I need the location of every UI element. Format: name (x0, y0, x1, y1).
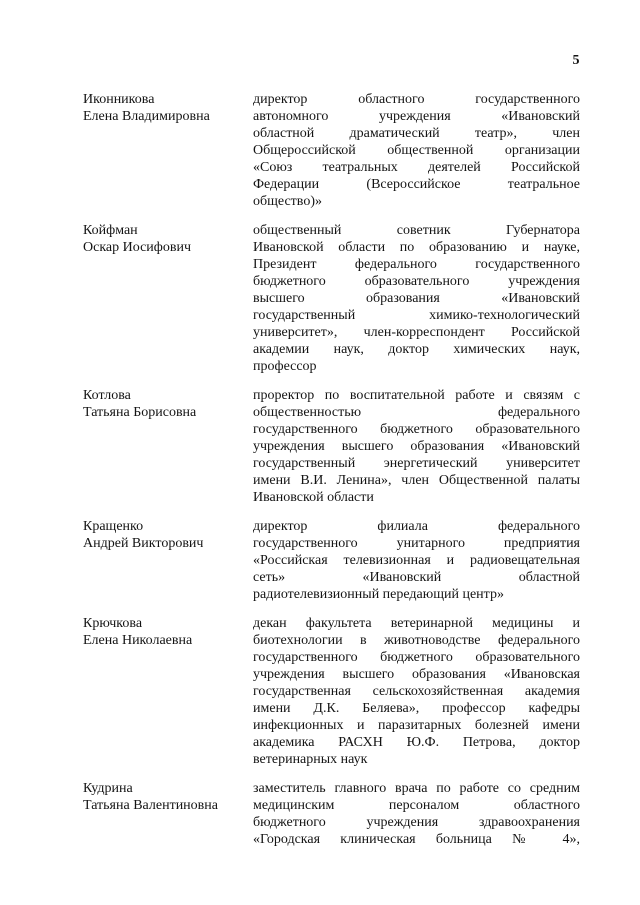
entry-row (83, 387, 580, 506)
description-line: областной драматический театр», член (253, 126, 580, 141)
description-line: заместитель главного врача по работе со средним (253, 781, 580, 796)
description-line: Ивановской области (253, 490, 374, 505)
description-line: инфекционных и паразитарных болезней имени (253, 718, 580, 733)
description-line: «Союз театральных деятелей Российской (253, 160, 580, 175)
entry-description (253, 91, 580, 210)
entry-row (83, 222, 580, 375)
name-line: Кращенко (83, 519, 144, 534)
entry-name (83, 615, 253, 768)
entry-row (83, 518, 580, 603)
description-line: академии наук, доктор химических наук, (253, 342, 580, 357)
description-line: бюджетного учреждения здравоохранения (253, 815, 580, 830)
description-line: университет», член-корреспондент Российской (253, 325, 580, 340)
description-line: проректор по воспитательной работе и связям с (253, 388, 580, 403)
entry-row (83, 615, 580, 768)
name-line: Котлова (83, 388, 131, 403)
description-line: Общероссийской общественной организации (253, 143, 580, 158)
entry-description (253, 518, 580, 603)
description-line: Федерации (Всероссийское театральное (253, 177, 580, 192)
description-line: директор филиала федерального (253, 519, 580, 534)
name-line: Иконникова (83, 92, 155, 107)
description-line: общественностью федерального (253, 405, 580, 420)
entry-row (83, 91, 580, 210)
description-line: ветеринарных наук (253, 752, 368, 767)
description-line: высшего образования «Ивановский (253, 291, 580, 306)
description-line: «Городская клиническая больница № 4», (253, 832, 580, 847)
name-line: Елена Владимировна (83, 109, 210, 124)
entry-name (83, 387, 253, 506)
entry-description (253, 780, 580, 848)
description-line: общество)» (253, 194, 322, 209)
description-line: государственный энергетический университет (253, 456, 580, 471)
description-line: академика РАСХН Ю.Ф. Петрова, доктор (253, 735, 580, 750)
name-line: Елена Николаевна (83, 633, 193, 648)
entry-description (253, 222, 580, 375)
entry-name (83, 222, 253, 375)
description-line: бюджетного образовательного учреждения (253, 274, 580, 289)
name-line: Татьяна Валентиновна (83, 798, 218, 813)
description-line: медицинским персоналом областного (253, 798, 580, 813)
description-line: Ивановской области по образованию и науке, (253, 240, 580, 255)
description-line: учреждения высшего образования «Ивановский (253, 439, 580, 454)
description-line: декан факультета ветеринарной медицины и (253, 616, 580, 631)
description-line: государственный химико-технологический (253, 308, 580, 323)
name-line: Оскар Иосифович (83, 240, 192, 255)
description-line: директор областного государственного (253, 92, 580, 107)
description-line: автономного учреждения «Ивановский (253, 109, 580, 124)
description-line: радиотелевизионный передающий центр» (253, 587, 504, 602)
entry-name (83, 518, 253, 603)
description-line: Президент федерального государственного (253, 257, 580, 272)
entry-description (253, 615, 580, 768)
entry-row (83, 780, 580, 848)
description-line: общественный советник Губернатора (253, 223, 580, 238)
name-line: Андрей Викторович (83, 536, 204, 551)
description-line: государственного унитарного предприятия (253, 536, 580, 551)
entry-description (253, 387, 580, 506)
name-line: Татьяна Борисовна (83, 405, 197, 420)
description-line: биотехнологии в животноводстве федерального (253, 633, 580, 648)
page-number: 5 (572, 53, 580, 68)
name-line: Крючкова (83, 616, 143, 631)
description-line: государственного бюджетного образовательного (253, 422, 580, 437)
description-line: учреждения высшего образования «Ивановская (253, 667, 580, 682)
description-line: имени В.И. Ленина», член Общественной палаты (253, 473, 580, 488)
description-line: «Российская телевизионная и радиовещательная (253, 553, 580, 568)
description-line: государственного бюджетного образовательного (253, 650, 580, 665)
description-line: государственная сельскохозяйственная академия (253, 684, 580, 699)
description-line: сеть» «Ивановский областной (253, 570, 580, 585)
description-line: профессор (253, 359, 317, 374)
name-line: Кудрина (83, 781, 133, 796)
entry-name (83, 780, 253, 848)
description-line: имени Д.К. Беляева», профессор кафедры (253, 701, 580, 716)
entry-name (83, 91, 253, 210)
name-line: Койфман (83, 223, 138, 238)
